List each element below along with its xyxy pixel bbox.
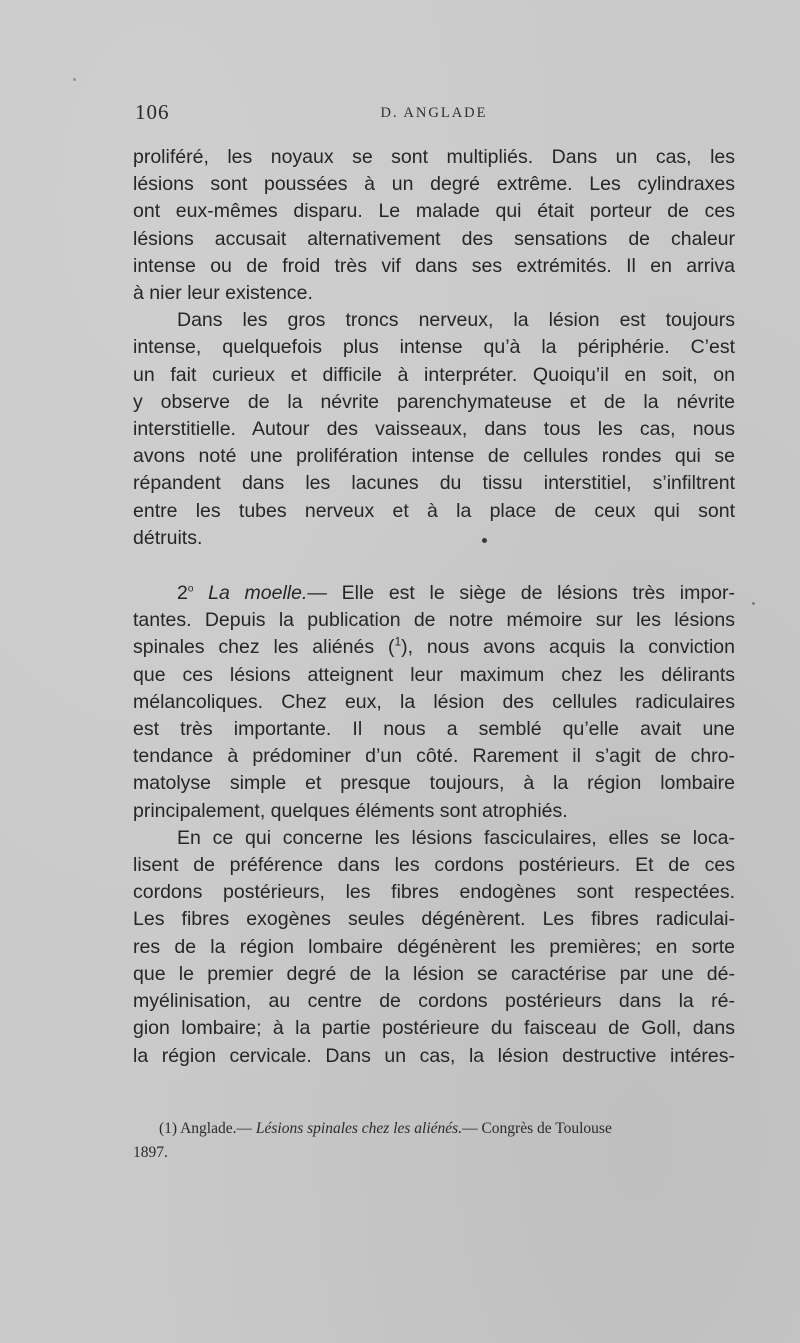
- running-head: D. ANGLADE: [380, 105, 488, 121]
- text-line: lésions sont poussées à un degré extrême. Les cylindraxes: [133, 173, 735, 196]
- footnote-title: Lésions spinales chez les aliénés.: [255, 1120, 463, 1137]
- text-line: myélinisation, au centre de cordons postérieurs dans la ré-: [133, 990, 735, 1013]
- text-line: que ces lésions atteignent leur maximum chez les délirants: [133, 663, 735, 686]
- footnote-reference: 1: [394, 634, 402, 649]
- text-line: est très importante. Il nous a semblé qu’elle avait une: [133, 718, 735, 741]
- footnote-author: Anglade.—: [180, 1120, 252, 1137]
- text-line: répandent dans les lacunes du tissu interstitiel, s’infiltrent: [133, 472, 735, 495]
- section-number: 2$^o$: [177, 582, 194, 605]
- text-line: à nier leur existence.: [133, 282, 313, 305]
- text-line: détruits.: [133, 526, 203, 549]
- footnote-year: 1897.: [133, 1144, 168, 1161]
- text-line: spinales chez les aliénés ($^1$), nous avons acquis la conviction: [133, 634, 736, 659]
- section-gap: [133, 552, 735, 580]
- text-line: Les fibres exogènes seules dégénèrent. Les fibres radiculai-: [133, 908, 735, 931]
- footnote-text: [133, 1117, 735, 1165]
- text-line: tendance à prédominer d’un côté. Rarement il s’agit de chro-: [133, 745, 735, 768]
- text-line: mélancoliques. Chez eux, la lésion des cellules radiculaires: [133, 690, 735, 713]
- footnote-marker: (1): [159, 1120, 178, 1137]
- text-line: lisent de préférence dans les cordons postérieurs. Et de ces: [133, 854, 735, 877]
- ink-speck: [73, 78, 76, 81]
- text-line: cordons postérieurs, les fibres endogènes sont respectées.: [133, 881, 735, 904]
- text-line: res de la région lombaire dégénèrent les premières; en sorte: [133, 935, 735, 958]
- section-title: La moelle.: [208, 582, 308, 605]
- text-line: ont eux-mêmes disparu. Le malade qui était porteur de ces: [133, 200, 735, 223]
- ink-speck: [752, 602, 755, 605]
- text-line: En ce qui concerne les lésions fasciculaires, elles se loca-: [177, 826, 735, 849]
- section-heading-line: [133, 580, 735, 607]
- text-line: interstitielle. Autour des vaisseaux, dans tous les cas, nous: [133, 418, 735, 441]
- text-line: tantes. Depuis la publication de notre mémoire sur les lésions: [133, 609, 735, 632]
- text-line: intense, quelquefois plus intense qu’à la périphérie. C’est: [133, 336, 735, 359]
- text-line: un fait curieux et difficile à interpréter. Quoiqu’il en soit, on: [133, 363, 735, 386]
- text-line: proliféré, les noyaux se sont multipliés. Dans un cas, les: [133, 146, 735, 168]
- text-line: Dans les gros troncs nerveux, la lésion est toujours: [177, 309, 735, 332]
- text-fragment: — Elle est le siège de lésions très impor-: [307, 582, 736, 605]
- text-line: entre les tubes nerveux et à la place de ceux qui sont: [133, 499, 735, 522]
- text-line: gion lombaire; à la partie postérieure du faisceau de Goll, dans: [133, 1017, 735, 1040]
- page-header: [133, 100, 735, 130]
- text-line: lésions accusait alternativement des sensations de chaleur: [133, 227, 735, 250]
- footnote: [133, 1117, 735, 1165]
- page-number: 106: [135, 100, 170, 124]
- text-line: y observe de la névrite parenchymateuse et de la névrite: [133, 390, 735, 413]
- text-line: que le premier degré de la lésion se caractérise par une dé-: [133, 962, 735, 985]
- body-text: [133, 144, 735, 1070]
- ink-speck: [482, 538, 487, 543]
- text-line: principalement, quelques éléments sont atrophiés.: [133, 799, 568, 822]
- text-line: avons noté une prolifération intense de cellules rondes qui se: [133, 445, 735, 468]
- footnote-venue: — Congrès de Toulouse: [462, 1120, 612, 1137]
- text-line: intense ou de froid très vif dans ses extrémités. Il en arriva: [133, 254, 735, 277]
- text-line: matolyse simple et presque toujours, à la région lombaire: [133, 772, 735, 795]
- text-line: la région cervicale. Dans un cas, la lésion destructive intéres-: [133, 1044, 735, 1067]
